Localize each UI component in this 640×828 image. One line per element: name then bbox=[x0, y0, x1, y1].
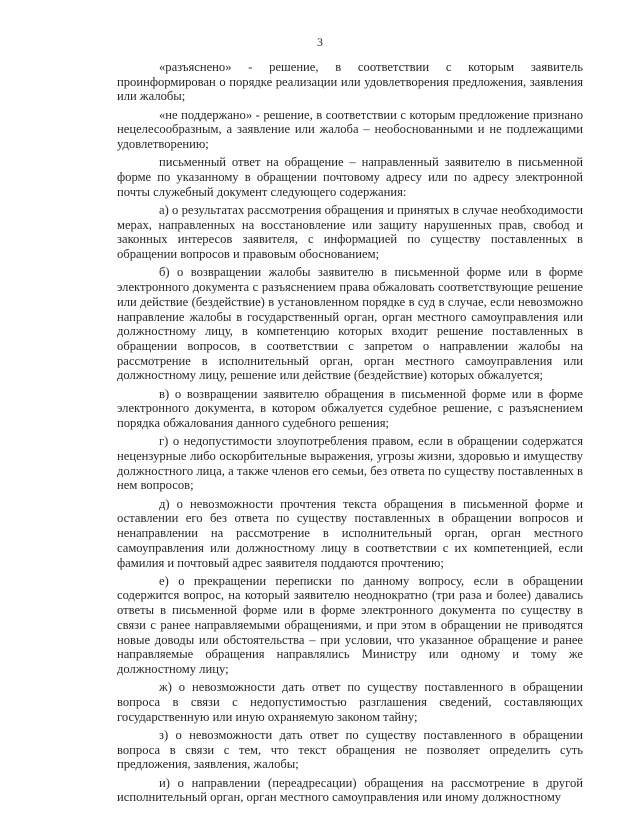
paragraph-item-zh: ж) о невозможности дать ответ по существу поставленного в обращении вопроса в связи с недопустимостью разглашения сведений, составляющих государственную или иную охраняемую законом тайну; bbox=[117, 680, 583, 724]
paragraph-item-g: г) о недопустимости злоупотребления правом, если в обращении содержатся нецензурные либо оскорбительные выражения, угрозы жизни, здоровью и имуществу должностного лица, а также членов его семьи, без ответа по существу поставленных в нем вопросов; bbox=[117, 434, 583, 493]
page-number: 3 bbox=[317, 37, 323, 49]
paragraph-ne-podderzhano: «не поддержано» - решение, в соответствии с которым предложение признано нецелесообразным, а заявление или жалоба – необоснованными и не подлежащими удовлетворению; bbox=[117, 107, 583, 152]
paragraph-written-response: письменный ответ на обращение – направленный заявителю в письменной форме по указанному в обращении почтовому адресу или по адресу электронной почты служебный документ следующего содержания: bbox=[117, 155, 583, 199]
paragraph-item-d: д) о невозможности прочтения текста обращения в письменной форме и оставлении его без ответа по существу поставленных в обращении вопросов и ненаправлении на рассмотрение в исполнительный орган, орган местного самоуправления или должностному лицу в соответствии с их компетенцией, если фамилия и почтовый адрес заявителя поддаются прочтению; bbox=[117, 496, 583, 570]
paragraph-item-z: з) о невозможности дать ответ по существу поставленного в обращении вопроса в связи с тем, что текст обращения не позволяет определить суть предложения, заявления, жалобы; bbox=[117, 727, 583, 772]
paragraph-razyasneno: «разъяснено» - решение, в соответствии с которым заявитель проинформирован о порядке реализации или удовлетворения предложения, заявления или жалобы; bbox=[117, 60, 583, 104]
paragraph-item-a: а) о результатах рассмотрения обращения и принятых в случае необходимости мерах, направленных на восстановление или защиту нарушенных прав, свобод и законных интересов заявителя, с информацией по существу поставленных в обращении вопросов и правовым обоснованием; bbox=[117, 202, 583, 262]
paragraph-item-b: б) о возвращении жалобы заявителю в письменной форме или в форме электронного документа с разъяснением права обжаловать соответствующие решение или действие (бездействие) в установленном порядке в суд в случае, если невозможно направление жалобы в государственный орган, орган местного самоуправления или должностному лицу, в компетенцию которых входит решение поставленных в обращении вопросов, в соответствии с запретом о направлении жалобы на рассмотрение в исполнительный орган, орган местного самоуправления или должностному лицу, решение или действие (бездействие) которых обжалуется; bbox=[117, 265, 583, 383]
paragraph-item-i: и) о направлении (переадресации) обращения на рассмотрение в другой исполнительный орган, орган местного самоуправления или иному должностному bbox=[117, 775, 583, 805]
paragraph-item-v: в) о возвращении заявителю обращения в письменной форме или в форме электронного документа, в котором обжалуется судебное решение, с разъяснением порядка обжалования данного судебного решения; bbox=[117, 386, 583, 431]
document-body bbox=[117, 60, 583, 805]
paragraph-item-e: е) о прекращении переписки по данному вопросу, если в обращении содержится вопрос, на который заявителю неоднократно (три раза и более) давались ответы в письменной форме или в форме электронного документа по существу в связи с ранее направляемыми обращениями, и при этом в обращении не приводятся новые доводы или обстоятельства – при условии, что указанное обращение и ранее направляемые обращения направлялись Министру или одному и тому же должностному лицу; bbox=[117, 573, 583, 677]
